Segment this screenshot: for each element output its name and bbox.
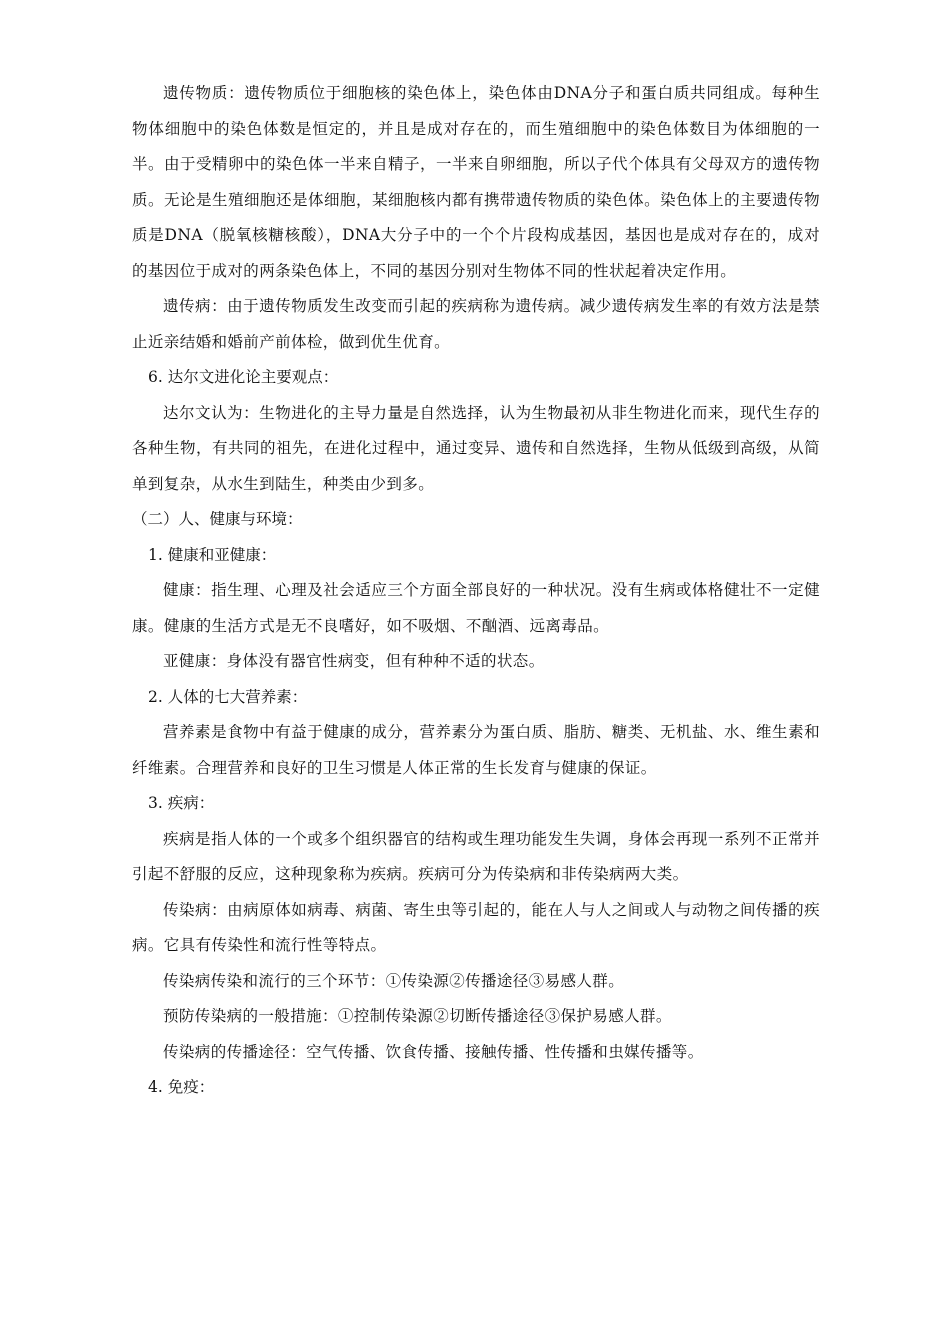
paragraph-health: 健康：指生理、心理及社会适应三个方面全部良好的一种状况。没有生病或体格健壮不一定健康。健康的生活方式是无不良嗜好，如不吸烟、不酗酒、远离毒品。 bbox=[132, 581, 820, 635]
heading-immunity: 4. 免疫： bbox=[148, 1078, 215, 1096]
paragraph-subhealth: 亚健康：身体没有器官性病变，但有种种不适的状态。 bbox=[163, 652, 545, 670]
paragraph-genetic-material: 遗传物质：遗传物质位于细胞核的染色体上，染色体由DNA分子和蛋白质共同组成。每种生物体细胞中的染色体数是恒定的，并且是成对存在的，而生殖细胞中的染色体数目为体细胞的一半。由于受精卵中的染色体一半来自精子，一半来自卵细胞，所以子代个体具有父母双方的遗传物质。无论是生殖细胞还是体细胞，某细胞核内都有携带遗传物质的染色体。染色体上的主要遗传物质是DNA（脱氧核糖核酸），DNA大分子中的一个个片段构成基因，基因也是成对存在的，成对的基因位于成对的两条染色体上，不同的基因分别对生物体不同的性状起着决定作用。 bbox=[132, 84, 820, 280]
heading-darwin-evolution: 6. 达尔文进化论主要观点： bbox=[148, 368, 339, 386]
document-page bbox=[132, 76, 820, 1106]
section-heading-health-environment: （二）人、健康与环境： bbox=[132, 510, 303, 528]
paragraph-darwin: 达尔文认为：生物进化的主导力量是自然选择，认为生物最初从非生物进化而来，现代生存的各种生物，有共同的祖先，在进化过程中，通过变异、遗传和自然选择，生物从低级到高级，从简单到复杂，从水生到陆生，种类由少到多。 bbox=[132, 403, 820, 493]
paragraph-nutrients: 营养素是食物中有益于健康的成分，营养素分为蛋白质、脂肪、糖类、无机盐、水、维生素和纤维素。合理营养和良好的卫生习惯是人体正常的生长发育与健康的保证。 bbox=[132, 723, 820, 777]
paragraph-disease: 疾病是指人体的一个或多个组织器官的结构或生理功能发生失调，身体会再现一系列不正常并引起不舒服的反应，这种现象称为疾病。疾病可分为传染病和非传染病两大类。 bbox=[132, 829, 820, 883]
heading-disease: 3. 疾病： bbox=[148, 794, 215, 812]
paragraph-genetic-disease: 遗传病：由于遗传物质发生改变而引起的疾病称为遗传病。减少遗传病发生率的有效方法是禁止近亲结婚和婚前产前体检，做到优生优育。 bbox=[132, 297, 820, 351]
heading-nutrients: 2. 人体的七大营养素： bbox=[148, 687, 308, 706]
heading-health-subhealth: 1. 健康和亚健康： bbox=[148, 545, 277, 564]
paragraph-transmission-routes: 传染病的传播途径：空气传播、饮食传播、接触传播、性传播和虫媒传播等。 bbox=[163, 1042, 704, 1061]
paragraph-transmission-links: 传染病传染和流行的三个环节：①传染源②传播途径③易感人群。 bbox=[163, 971, 625, 990]
paragraph-infectious-disease: 传染病：由病原体如病毒、病菌、寄生虫等引起的，能在人与人之间或人与动物之间传播的疾病。它具有传染性和流行性等特点。 bbox=[132, 900, 820, 954]
paragraph-prevention-measures: 预防传染病的一般措施：①控制传染源②切断传播途径③保护易感人群。 bbox=[163, 1007, 672, 1025]
